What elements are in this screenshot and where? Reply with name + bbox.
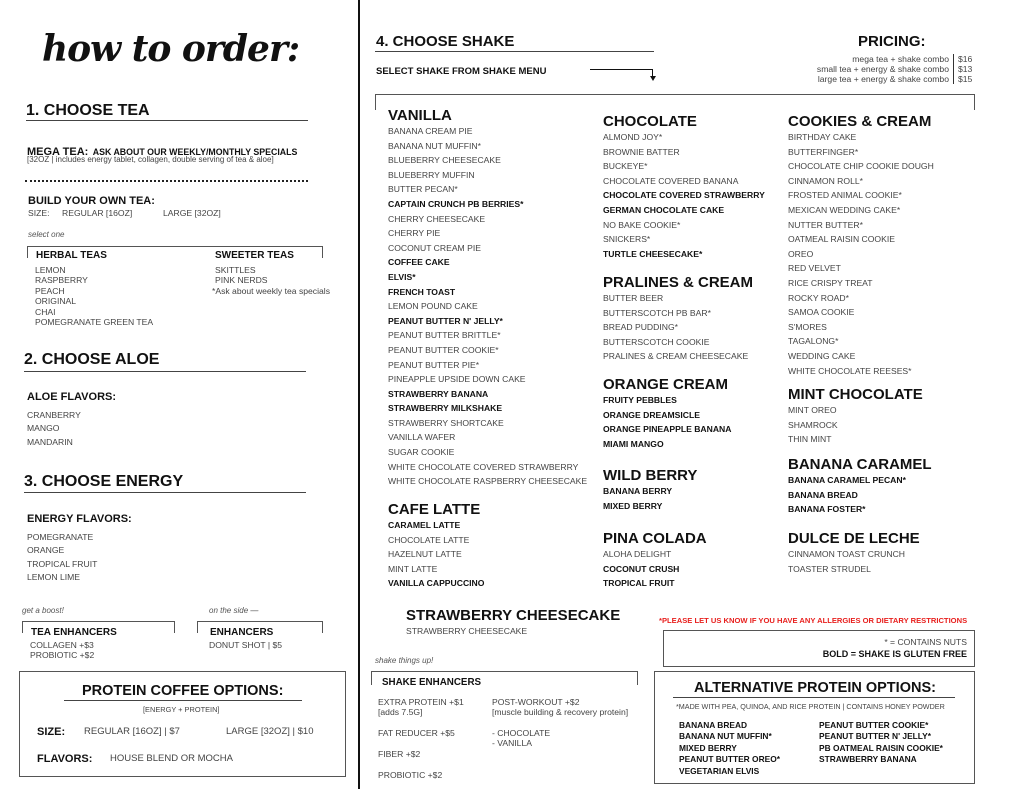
shake-item: BANANA CREAM PIE <box>388 126 473 136</box>
shake-item: SUGAR COOKIE <box>388 447 455 458</box>
shake-item: BUTTERSCOTCH PB BAR* <box>603 307 711 318</box>
shake-item: TOASTER STRUDEL <box>788 563 871 574</box>
enhancer-probiotic: PROBIOTIC +$2 <box>378 770 443 780</box>
category-cafe-latte <box>388 502 484 591</box>
shake-list <box>603 130 765 261</box>
shake-list <box>788 473 932 517</box>
list-item: TROPICAL FRUIT <box>27 558 98 569</box>
shake-item: NO BAKE COOKIE* <box>603 219 681 230</box>
shake-item: BUTTERFINGER* <box>788 146 859 157</box>
shake-item: COCONUT CRUSH <box>603 563 680 574</box>
step4-rule <box>375 51 654 52</box>
enhancer-fiber: FIBER +$2 <box>378 749 421 759</box>
list-item: STRAWBERRY CHEESECAKE <box>406 626 528 636</box>
dotted-separator <box>25 180 308 182</box>
build-own-size-label: SIZE: <box>28 208 50 218</box>
list-item: RASPBERRY <box>35 275 88 286</box>
shake-item: PEANUT BUTTER COOKIE* <box>388 344 499 355</box>
alt-protein-item: BANANA BREAD <box>679 720 748 730</box>
legend-nuts: * = CONTAINS NUTS <box>884 637 967 647</box>
sweeter-teas-note: *Ask about weekly tea specials <box>212 285 330 296</box>
arrow-line <box>590 69 653 77</box>
step2-rule <box>24 371 306 372</box>
enhancer-line: POST-WORKOUT +$2 <box>492 697 580 707</box>
category-wild-berry <box>603 468 697 513</box>
category-chocolate <box>603 114 765 261</box>
list-item: ORIGINAL <box>35 296 77 307</box>
shake-item: RED VELVET <box>788 263 841 274</box>
shake-item: VANILLA CAPPUCCINO <box>388 578 485 589</box>
shake-item: MEXICAN WEDDING CAKE* <box>788 204 901 215</box>
herbal-teas-title: HERBAL TEAS <box>36 250 107 261</box>
build-own-label: BUILD YOUR OWN TEA: <box>28 195 155 207</box>
sweeter-teas-title: SWEETER TEAS <box>215 250 294 261</box>
list-item: PEACH <box>35 285 65 296</box>
step3-rule <box>24 492 306 493</box>
shake-item: WEDDING CAKE <box>788 350 856 361</box>
shake-item: PEANUT BUTTER BRITTLE* <box>388 330 501 341</box>
sweeter-teas-list <box>212 265 330 296</box>
shake-enhancers-title: SHAKE ENHANCERS <box>382 677 482 688</box>
shake-item: STRAWBERRY MILKSHAKE <box>388 403 503 414</box>
list-item: MANDARIN <box>27 436 73 447</box>
shake-list <box>388 124 587 489</box>
shake-item: GERMAN CHOCOLATE CAKE <box>603 204 725 215</box>
legend-gluten-free: BOLD = SHAKE IS GLUTEN FREE <box>822 649 967 659</box>
mega-tea-details: [32OZ | includes energy tablet, collagen, double serving of tea & aloe] <box>27 155 274 164</box>
category-cookies-cream <box>788 114 934 378</box>
shake-item: BLUEBERRY MUFFIN <box>388 169 475 180</box>
shake-item: SHAMROCK <box>788 419 838 430</box>
shake-item: CHERRY PIE <box>388 228 441 239</box>
tea-enhancers-title: TEA ENHANCERS <box>31 627 117 638</box>
step1-title: 1. CHOOSE TEA <box>26 102 150 119</box>
shake-item: COCONUT CREAM PIE <box>388 242 481 253</box>
category-title: DULCE DE LECHE <box>788 530 920 547</box>
list-item: POMEGRANATE <box>27 532 94 542</box>
shake-list <box>388 518 484 591</box>
pricing-row <box>780 74 975 84</box>
list-item: CHAI <box>35 306 56 317</box>
shake-item: ROCKY ROAD* <box>788 292 849 303</box>
category-title: ORANGE CREAM <box>603 376 729 393</box>
enhancer-fat-reducer: FAT REDUCER +$5 <box>378 728 455 738</box>
category-banana-caramel <box>788 457 932 517</box>
list-item: COLLAGEN +$3 <box>30 640 94 650</box>
shake-list <box>603 393 731 451</box>
aloe-flavors-label: ALOE FLAVORS: <box>27 391 117 403</box>
tea-enhancers-list <box>30 640 94 661</box>
energy-flavors-label: ENERGY FLAVORS: <box>27 513 132 525</box>
category-title: VANILLA <box>388 107 452 124</box>
shake-item: BREAD PUDDING* <box>603 322 678 333</box>
list-item: DONUT SHOT | $5 <box>209 640 283 650</box>
shake-enhancers-hint: shake things up! <box>375 656 434 665</box>
side-enhancers-list <box>209 640 282 650</box>
category-title: MINT CHOCOLATE <box>788 386 923 403</box>
shake-item: ELVIS* <box>388 271 416 282</box>
shake-item: CHOCOLATE COVERED STRAWBERRY <box>603 190 765 201</box>
list-item: POMEGRANATE GREEN TEA <box>35 317 154 328</box>
shake-item: BLUEBERRY CHEESECAKE <box>388 155 501 166</box>
alt-protein-item: PEANUT BUTTER N' JELLY* <box>819 731 931 742</box>
category-title: PRALINES & CREAM <box>603 274 754 291</box>
list-item: SKITTLES <box>215 265 256 275</box>
mega-tea-label: MEGA TEA: <box>27 146 89 158</box>
shake-item: MIXED BERRY <box>603 500 663 511</box>
alt-protein-item: VEGETARIAN ELVIS <box>679 765 760 776</box>
allergy-notice: *PLEASE LET US KNOW IF YOU HAVE ANY ALLERGIES OR DIETARY RESTRICTIONS <box>659 616 968 625</box>
shake-item: CHOCOLATE LATTE <box>388 534 470 545</box>
shake-item: HAZELNUT LATTE <box>388 549 462 560</box>
shake-item: PEANUT BUTTER PIE* <box>388 359 480 370</box>
pricing-label: large tea + energy & shake combo <box>817 74 949 84</box>
shake-item: OATMEAL RAISIN COOKIE <box>788 234 895 245</box>
category-mint-chocolate <box>788 387 923 447</box>
list-item: ORANGE <box>27 545 65 556</box>
protein-coffee-subtitle: [ENERGY + PROTEIN] <box>143 705 220 714</box>
category-title: CHOCOLATE <box>603 113 697 130</box>
shake-item: BANANA FOSTER* <box>788 504 866 515</box>
shake-item: STRAWBERRY SHORTCAKE <box>388 417 504 428</box>
shake-list <box>603 547 707 591</box>
shake-item: ORANGE PINEAPPLE BANANA <box>603 424 732 435</box>
shake-instruction: SELECT SHAKE FROM SHAKE MENU <box>376 66 547 77</box>
alt-protein-subtitle: *MADE WITH PEA, QUINOA, AND RICE PROTEIN | CONTAINS HONEY POWDER <box>676 702 945 711</box>
shake-item: CHOCOLATE CHIP COOKIE DOUGH <box>788 161 934 172</box>
protein-coffee-flavors-label: FLAVORS: <box>37 753 93 765</box>
shake-item: STRAWBERRY BANANA <box>388 388 489 399</box>
shake-item: WHITE CHOCOLATE COVERED STRAWBERRY <box>388 461 579 472</box>
shake-item: OREO <box>788 248 814 259</box>
shake-item: MINT OREO <box>788 405 837 415</box>
side-enhancers-title: ENHANCERS <box>210 627 274 638</box>
shake-item: COFFEE CAKE <box>388 257 450 268</box>
list-item: CRANBERRY <box>27 410 81 420</box>
shake-item: CHERRY CHEESECAKE <box>388 213 486 224</box>
category-strawberry-cheesecake <box>406 608 620 636</box>
pricing-label: small tea + energy & shake combo <box>816 64 949 74</box>
shake-item: TAGALONG* <box>788 336 839 347</box>
enhancer-detail: [adds 7.5G] <box>378 707 423 717</box>
alt-protein-list-left <box>679 720 780 777</box>
shake-item: BROWNIE BATTER <box>603 146 680 157</box>
step4-title: 4. CHOOSE SHAKE <box>376 33 515 50</box>
step3-title: 3. CHOOSE ENERGY <box>24 473 184 490</box>
shake-item: SAMOA COOKIE <box>788 307 855 318</box>
pricing-price: $15 <box>953 74 975 84</box>
category-title: BANANA CARAMEL <box>788 456 932 473</box>
aloe-flavors-list <box>27 409 81 449</box>
category-title: WILD BERRY <box>603 467 698 484</box>
enhancer-post-workout <box>492 697 628 717</box>
protein-coffee-size-regular: REGULAR [16OZ] | $7 <box>84 726 180 737</box>
category-title: PINA COLADA <box>603 530 707 547</box>
side-enhancers-hint: on the side — <box>209 606 259 615</box>
alt-protein-item: MIXED BERRY <box>679 742 737 753</box>
shake-item: CINNAMON TOAST CRUNCH <box>788 549 905 559</box>
protein-coffee-title: PROTEIN COFFEE OPTIONS: <box>82 683 284 699</box>
shake-item: CHOCOLATE COVERED BANANA <box>603 175 739 186</box>
shake-item: ALOHA DELIGHT <box>603 549 672 559</box>
shake-item: BANANA BERRY <box>603 486 673 496</box>
energy-flavors-list <box>27 531 97 585</box>
page-title: how to order: <box>42 28 300 70</box>
shake-item: S'MORES <box>788 321 827 332</box>
pricing-table <box>780 54 975 84</box>
shake-list <box>788 403 923 447</box>
shake-item: BUTTERSCOTCH COOKIE <box>603 336 710 347</box>
category-pina-colada <box>603 531 707 591</box>
enhancer-extra-protein <box>378 697 464 717</box>
alt-protein-item: STRAWBERRY BANANA <box>819 754 917 765</box>
shake-item: MIAMI MANGO <box>603 438 664 449</box>
category-title: CAFE LATTE <box>388 501 481 518</box>
category-vanilla <box>388 108 587 489</box>
list-item: - VANILLA <box>492 738 532 748</box>
shake-list <box>788 130 934 378</box>
enhancer-detail: [muscle building & recovery protein] <box>492 707 629 717</box>
shake-item: BANANA CARAMEL PECAN* <box>788 475 906 485</box>
category-pralines <box>603 275 753 364</box>
alt-protein-item: PB OATMEAL RAISIN COOKIE* <box>819 742 943 753</box>
size-large: LARGE [32OZ] <box>163 208 221 218</box>
shake-item: BANANA BREAD <box>788 489 858 500</box>
pricing-label: mega tea + shake combo <box>852 54 949 64</box>
shake-item: LEMON POUND CAKE <box>388 301 478 312</box>
alt-protein-item: PEANUT BUTTER COOKIE* <box>819 720 929 730</box>
protein-coffee-size-label: SIZE: <box>37 726 66 738</box>
alt-protein-list-right <box>819 720 943 766</box>
arrow-down-icon <box>650 76 656 81</box>
shake-item: NUTTER BUTTER* <box>788 219 863 230</box>
pricing-title: PRICING: <box>858 33 926 50</box>
shake-item: TROPICAL FRUIT <box>603 578 675 589</box>
shake-item: ALMOND JOY* <box>603 132 663 142</box>
post-workout-options <box>492 728 550 748</box>
shake-item: FRENCH TOAST <box>388 286 456 297</box>
alt-protein-title: ALTERNATIVE PROTEIN OPTIONS: <box>694 680 936 696</box>
pricing-row <box>780 64 975 74</box>
shake-item: FROSTED ANIMAL COOKIE* <box>788 190 902 201</box>
step2-title: 2. CHOOSE ALOE <box>24 351 160 368</box>
shake-item: WHITE CHOCOLATE REESES* <box>788 365 912 376</box>
shake-item: CARAMEL LATTE <box>388 520 461 530</box>
shake-item: ORANGE DREAMSICLE <box>603 409 700 420</box>
shake-item: RICE CRISPY TREAT <box>788 277 873 288</box>
shake-item: BUCKEYE* <box>603 161 648 172</box>
shake-list <box>788 547 920 576</box>
list-item: - CHOCOLATE <box>492 728 551 738</box>
enhancer-line: EXTRA PROTEIN +$1 <box>378 697 464 707</box>
step1-rule <box>26 120 308 121</box>
shake-item: BUTTER PECAN* <box>388 184 458 195</box>
shake-list <box>603 484 697 513</box>
tea-enhancers-hint: get a boost! <box>22 606 64 615</box>
select-hint: select one <box>28 230 65 239</box>
alt-protein-item: PEANUT BUTTER OREO* <box>679 754 780 765</box>
shake-item: VANILLA WAFER <box>388 432 456 443</box>
shake-item: BIRTHDAY CAKE <box>788 132 857 142</box>
category-dulce-de-leche <box>788 531 920 576</box>
shake-list <box>603 291 753 364</box>
list-item: MANGO <box>27 423 60 434</box>
size-regular: REGULAR [16OZ] <box>62 208 133 218</box>
alt-protein-item: BANANA NUT MUFFIN* <box>679 731 772 742</box>
alt-protein-rule <box>673 697 955 698</box>
shake-item: MINT LATTE <box>388 563 438 574</box>
category-orange-cream <box>603 377 731 451</box>
shake-item: BANANA NUT MUFFIN* <box>388 140 481 151</box>
shake-item: CINNAMON ROLL* <box>788 175 863 186</box>
list-item: LEMON <box>35 265 66 275</box>
shake-item: TURTLE CHEESECAKE* <box>603 248 703 259</box>
pricing-price: $16 <box>953 54 975 64</box>
shake-item: THIN MINT <box>788 434 832 445</box>
page-divider <box>358 0 360 789</box>
shake-item: SNICKERS* <box>603 234 651 245</box>
list-item: PINK NERDS <box>215 275 268 286</box>
shake-item: PINEAPPLE UPSIDE DOWN CAKE <box>388 374 526 385</box>
list-item: PROBIOTIC +$2 <box>30 650 95 661</box>
pricing-row <box>780 54 975 64</box>
category-title: STRAWBERRY CHEESECAKE <box>406 607 621 624</box>
category-title: COOKIES & CREAM <box>788 113 932 130</box>
shake-item: PEANUT BUTTER N' JELLY* <box>388 315 503 326</box>
protein-coffee-rule <box>64 700 302 701</box>
shake-item: CAPTAIN CRUNCH PB BERRIES* <box>388 198 524 209</box>
shake-item: BUTTER BEER <box>603 293 664 303</box>
shake-item: PRALINES & CREAM CHEESECAKE <box>603 351 749 362</box>
list-item: LEMON LIME <box>27 572 81 583</box>
protein-coffee-size-large: LARGE [32OZ] | $10 <box>226 726 314 737</box>
shake-item: FRUITY PEBBLES <box>603 395 677 405</box>
pricing-price: $13 <box>953 64 975 74</box>
mega-tea-note: ASK ABOUT OUR WEEKLY/MONTHLY SPECIALS <box>92 147 298 157</box>
herbal-teas-list <box>35 265 153 327</box>
shake-item: WHITE CHOCOLATE RASPBERRY CHEESECAKE <box>388 476 588 487</box>
protein-coffee-flavors: HOUSE BLEND OR MOCHA <box>110 753 233 764</box>
